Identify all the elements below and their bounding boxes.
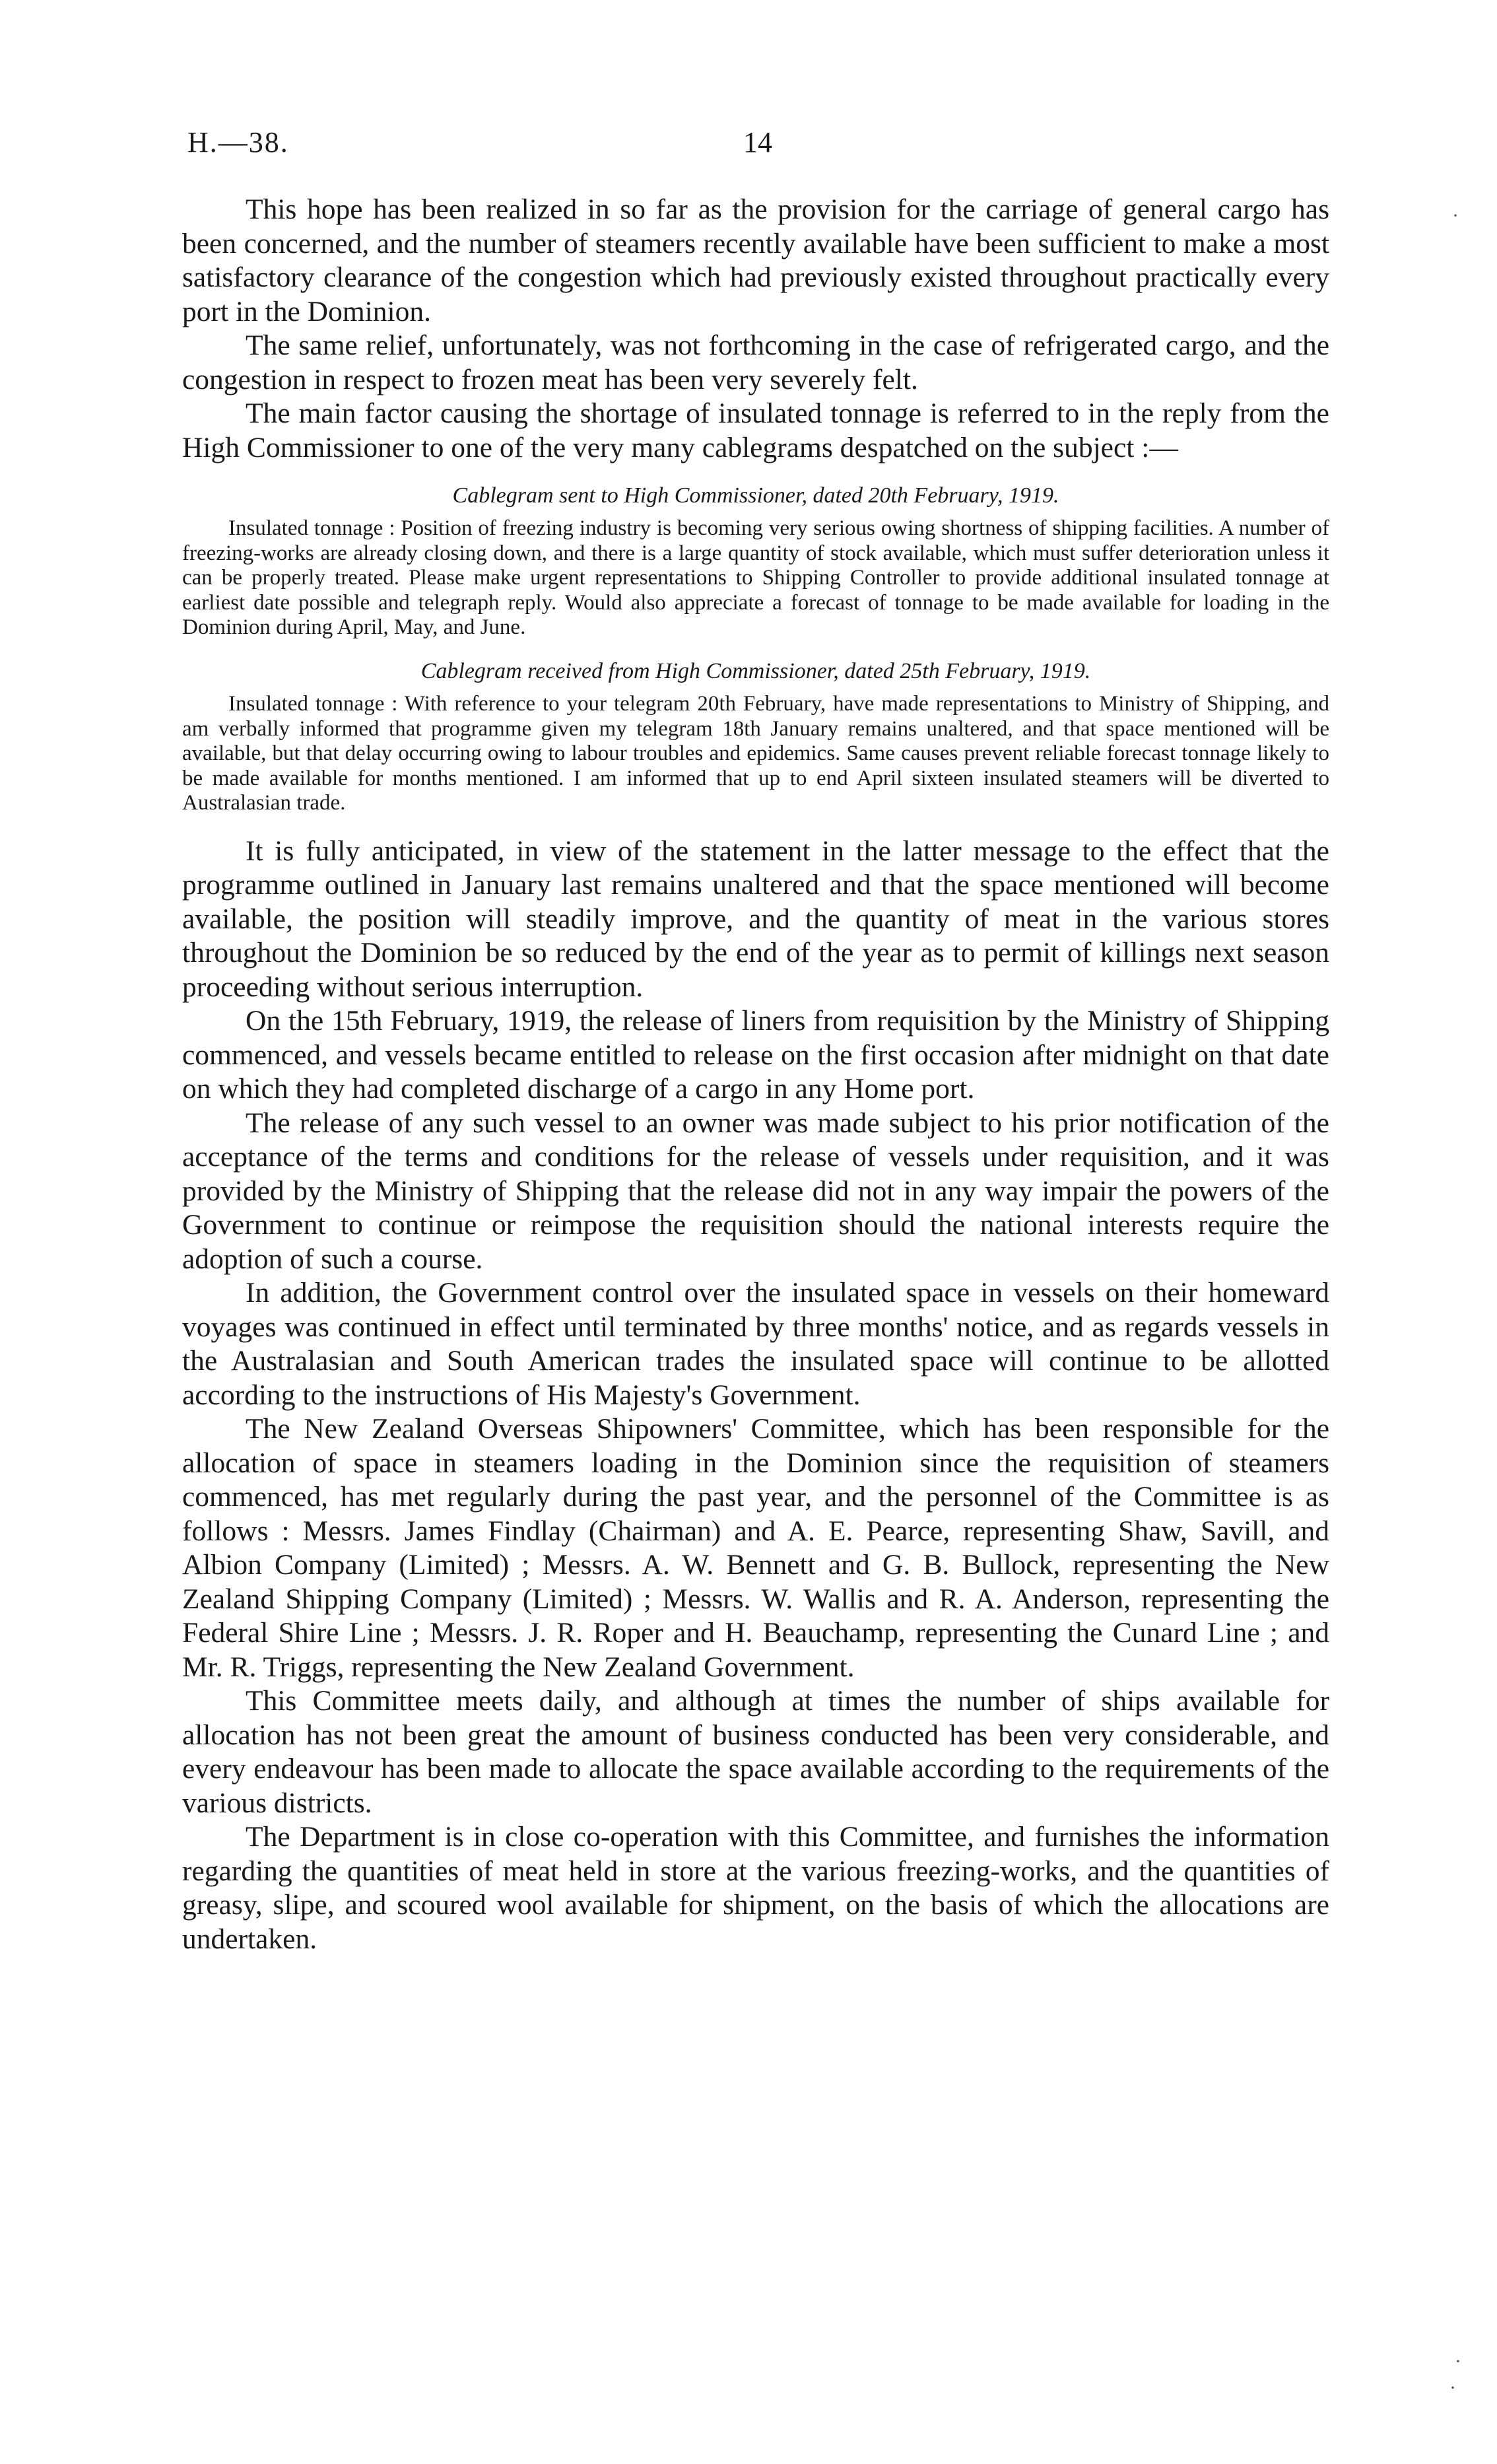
paragraph: The same relief, unfortunately, was not forthcoming in the case of refrigerated cargo, and the congestion in respect to frozen meat has been very severely felt. — [182, 329, 1329, 395]
paragraph: The New Zealand Overseas Shipowners' Committee, which has been responsible for the allocation of space in steamers loading in the Dominion since the requisition of steamers commenced, has met regularly during the past year, and the personnel of the Committee is as follows : Messrs. James Findlay (Chairman) and A. E. Pearce, representing Shaw, Savill, and Albion Company (Limited) ; Messrs. A. W. Bennett and G. B. Bullock, representing the New Zealand Shipping Company (Limited) ; Messrs. W. Wallis and R. A. Anderson, representing the Federal Shire Line ; Messrs. J. R. Roper and H. Beauchamp, representing the Cunard Line ; and Mr. R. Triggs, representing the New Zealand Government. — [182, 1413, 1329, 1683]
paragraph: The main factor causing the shortage of insulated tonnage is referred to in the reply from the High Commissioner to one of the very many cablegrams despatched on the subject :— — [182, 397, 1329, 463]
page-header — [187, 125, 1323, 165]
paragraph: The Department is in close co-operation with this Committee, and furnishes the information regarding the quantities of meat held in store at the various freezing-works, and the quantities of greasy, slipe, and scoured wool available for shipment, on the basis of which the allocations are undertaken. — [182, 1821, 1329, 1955]
document-reference: H.—38. — [187, 126, 289, 158]
paragraph: This Committee meets daily, and although at times the number of ships available for allocation has not been great the amount of business conducted has been very considerable, and every endeavour has been made to allocate the space available according to the requirements of the various districts. — [182, 1685, 1329, 1819]
margin-speck: · — [1449, 2377, 1456, 2399]
paragraph: In addition, the Government control over the insulated space in vessels on their homeward voyages was continued in effect until terminated by three months' notice, and as regards vessels in the Australasian and South American trades the insulated space will continue to be allotted according to the instructions of His Majesty's Government. — [182, 1277, 1329, 1411]
paragraph: It is fully anticipated, in view of the statement in the latter message to the effect that the programme outlined in January last remains unaltered and that the space mentioned will become available, the position will steadily improve, and the quantity of meat in the various stores throughout the Dominion be so reduced by the end of the year as to permit of killings next season proceeding without serious interruption. — [182, 835, 1329, 1003]
margin-speck: · — [1452, 205, 1459, 226]
paragraph: This hope has been realized in so far as the provision for the carriage of general cargo has been concerned, and the number of steamers recently available have been sufficient to make a most satisfactory clearance of the congestion which had previously existed throughout practically every port in the Dominion. — [182, 193, 1329, 327]
spacer — [182, 820, 1329, 835]
cablegram-received-heading: Cablegram received from High Commissioner, dated 25th February, 1919. — [420, 658, 1091, 683]
cablegram-sent-heading: Cablegram sent to High Commissioner, dated 20th February, 1919. — [452, 483, 1059, 508]
paragraph: The release of any such vessel to an owner was made subject to his prior notification of the acceptance of the terms and conditions for the release of vessels under requisition, and it was provided by the Ministry of Shipping that the release did not in any way impair the powers of the Government to continue or reimpose the requisition should the national interests require the adoption of such a course. — [182, 1107, 1329, 1275]
cablegram-received-body: Insulated tonnage : With reference to your telegram 20th February, have made representations to Ministry of Shipping, and am verbally informed that programme given my telegram 18th January remains unaltered, and that space mentioned will be available, but that delay occurring owing to labour troubles and epidemics. Same causes prevent reliable forecast tonnage likely to be made available for months mentioned. I am informed that up to end April sixteen insulated steamers will be diverted to Australasian trade. — [182, 691, 1329, 815]
cablegram-sent-body: Insulated tonnage : Position of freezing industry is becoming very serious owing shortness of shipping facilities. A number of freezing-works are already closing down, and there is a large quantity of stock available, which must suffer deterioration unless it can be properly treated. Please make urgent representations to Shipping Controller to provide additional insulated tonnage at earliest date possible and telegraph reply. Would also appreciate a forecast of tonnage to be made available for loading in the Dominion during April, May, and June. — [182, 516, 1329, 640]
paragraph: On the 15th February, 1919, the release of liners from requisition by the Ministry of Shipping commenced, and vessels became entitled to release on the first occasion after midnight on that date on which they had completed discharge of a cargo in any Home port. — [182, 1005, 1329, 1105]
page-number: 14 — [743, 126, 772, 158]
margin-speck: · — [1455, 2350, 1461, 2372]
body-text — [182, 193, 1329, 1956]
